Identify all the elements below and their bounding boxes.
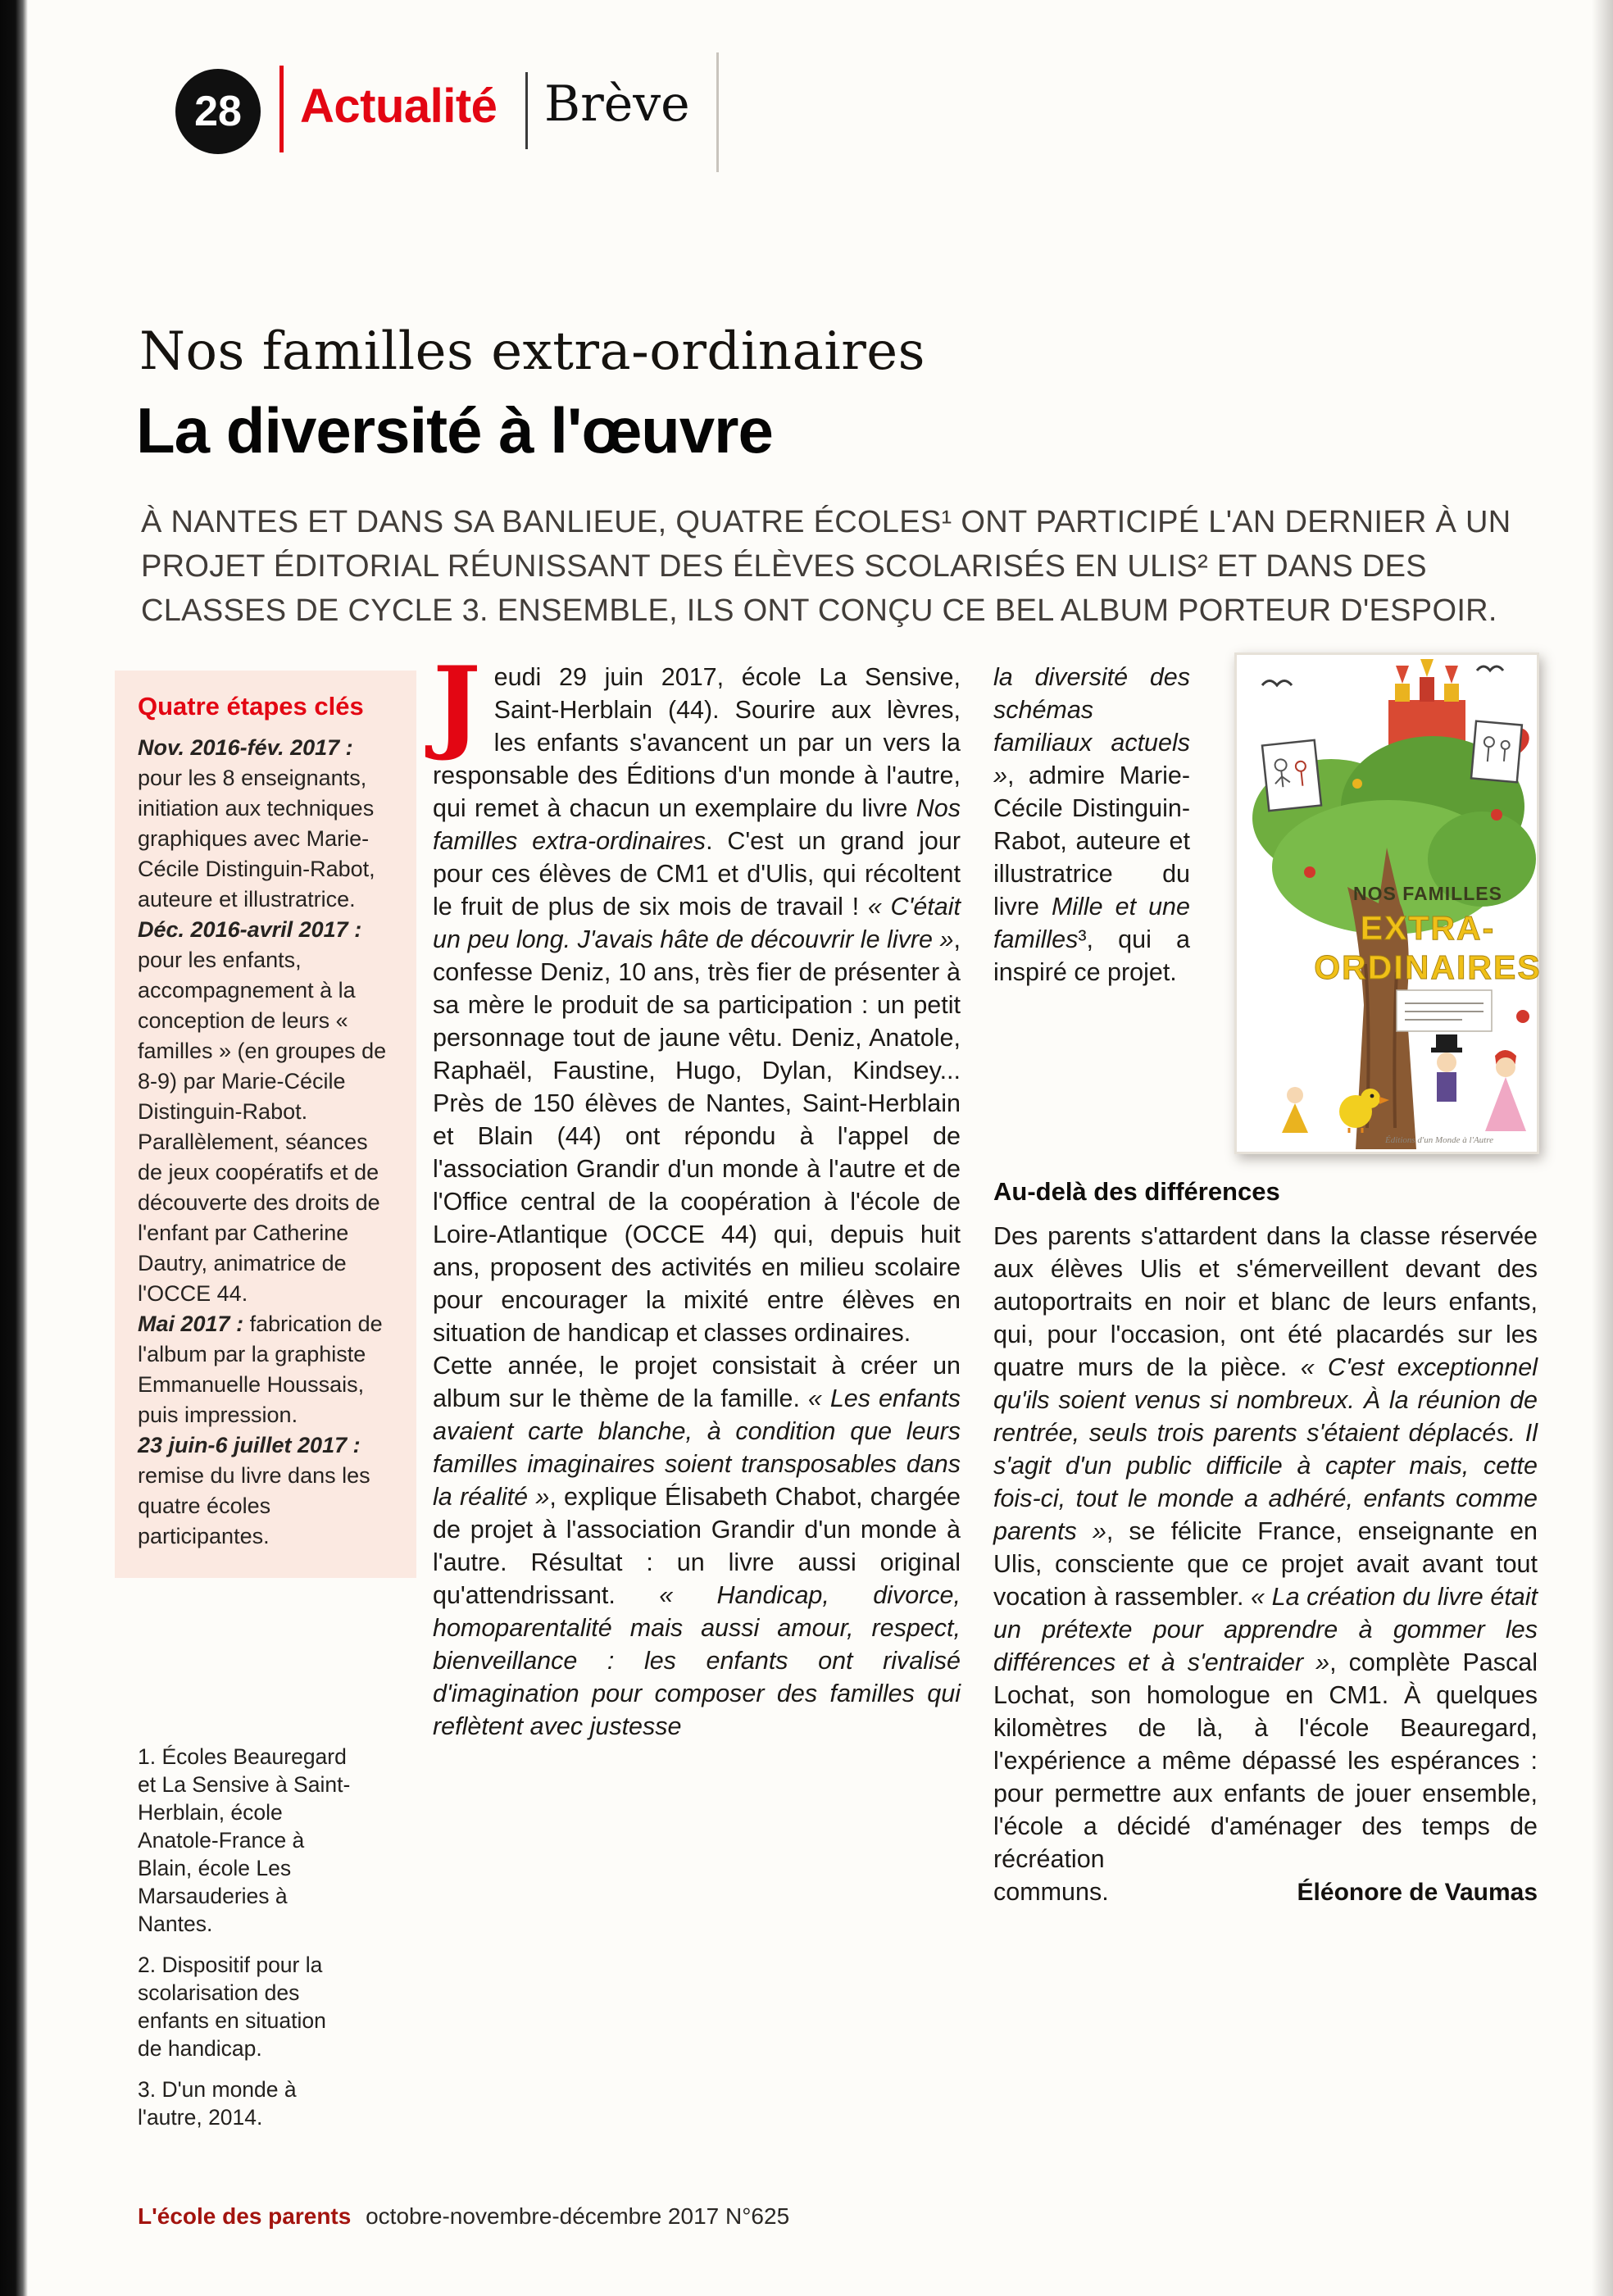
footer-issue: octobre-novembre-décembre 2017 N°625	[366, 2203, 790, 2229]
section-label: Actualité	[300, 80, 498, 133]
paragraph-last-line	[993, 1875, 1538, 1909]
book-cover	[1234, 652, 1539, 1154]
article-column-middle	[433, 645, 961, 1743]
book-cover-illustration	[1234, 652, 1539, 1154]
footnote-item: 1. Écoles Beauregard et La Sensive à Saint-Herblain, école Anatole-France à Blain, école Les Marsauderies à Nantes.	[138, 1744, 351, 1936]
scan-edge-left	[0, 0, 28, 2296]
key-stages-title: Quatre étapes clés	[138, 692, 364, 721]
masthead-divider	[525, 72, 528, 149]
paragraph-text: communs.	[993, 1878, 1109, 1906]
cover-title-line3: ORDINAIRES	[1314, 948, 1539, 986]
key-stage-entry	[138, 1309, 393, 1430]
paragraph-text: Cette année, le projet consistait à créer un album sur le thème de la famille. « Les enfants avaient carte blanche, à condition que leurs familles imaginaires soient transposables dans la réalité », explique Élisabeth Chabot, chargée de projet à l'association Grandir d'un monde à l'autre. Résultat : un livre aussi original qu'attendrissant. « Handicap, divorce, homoparentalité mais aussi amour, respect, bienveillance : les enfants ont rivalisé d'imagination pour composer des familles qui reflètent avec justesse	[433, 1352, 961, 1740]
article-kicker: Nos familles extra-ordinaires	[139, 321, 925, 382]
stage-text: remise du livre dans les quatre écoles participantes.	[138, 1463, 370, 1548]
framed-portrait	[1262, 740, 1321, 811]
paragraph-text: la diversité des schémas familiaux actuels », admire Marie-Cécile Distinguin-Rabot, auteure et illustratrice du livre Mille et une familles³, qui a inspiré ce projet.	[993, 663, 1190, 986]
stage-date: Mai 2017 :	[138, 1312, 244, 1336]
stage-date: Nov. 2016-fév. 2017 :	[138, 735, 353, 760]
apple-icon	[1516, 1010, 1529, 1023]
key-stage-entry	[138, 1430, 393, 1552]
key-stage-entry	[138, 733, 393, 915]
article-paragraph	[993, 661, 1190, 989]
key-stage-entry	[138, 915, 393, 1309]
article-paragraph	[433, 1349, 961, 1743]
stage-date: Déc. 2016-avril 2017 :	[138, 917, 362, 942]
article-title: La diversité à l'œuvre	[136, 394, 773, 466]
rubric-label: Brève	[544, 75, 690, 133]
section-crosshead: Au-delà des différences	[993, 1177, 1280, 1206]
drop-cap: J	[433, 645, 481, 764]
footnote-item: 3. D'un monde à l'autre, 2014.	[138, 2077, 297, 2130]
footnotes	[138, 1743, 354, 2144]
article-paragraph	[433, 645, 961, 1349]
article-column-right	[993, 661, 1538, 1909]
cover-credit-label	[1397, 990, 1492, 1031]
footer-brand: L'école des parents	[138, 2203, 352, 2229]
page-number-badge	[175, 69, 261, 154]
stage-text: pour les enfants, accompagnement à la conception de leurs « familles » (en groupes de 8-9) par Marie-Cécile Distinguin-Rabot. Parallèlement, séances de jeux coopératifs et de découverte des droits de l'enfant par Catherine Dautry, animatrice de l'OCCE 44.	[138, 948, 387, 1306]
masthead-end-bar	[716, 52, 719, 172]
key-stages-box	[115, 671, 416, 1578]
footnote-item: 2. Dispositif pour la scolarisation des enfants en situation de handicap.	[138, 1953, 326, 2061]
stage-text: pour les 8 enseignants, initiation aux techniques graphiques avec Marie-Cécile Distinguin-Rabot, auteure et illustratrice.	[138, 766, 375, 912]
right-top-block	[993, 661, 1538, 1162]
cover-title-line1: NOS FAMILLES	[1353, 883, 1502, 904]
byline: Éléonore de Vaumas	[1297, 1879, 1538, 1906]
stage-date: 23 juin-6 juillet 2017 :	[138, 1433, 361, 1457]
paragraph-text: Des parents s'attardent dans la classe réservée aux élèves Ulis et s'émerveillent devant des autoportraits en noir et blanc de leurs enfants, qui, pour l'occasion, ont été placardés sur les quatre murs de la pièce. « C'est exceptionnel qu'ils soient venus si nombreux. À la réunion de rentrée, seuls trois parents s'étaient déplacés. Il s'agit d'un public difficile à capter mais, cette fois-ci, tout le monde a adhéré, enfants comme parents », se félicite France, enseignante en Ulis, consciente que ce projet avait avant tout vocation à rassembler. « La création du livre était un prétexte pour apprendre à gommer les différences et à s'entraider », complète Pascal Lochat, son homologue en CM1. À quelques kilomètres de là, à l'école Beauregard, l'expérience a même dépassé les espérances : pour permettre aux enfants de jouer ensemble, l'école a décidé d'aménager des temps de récréation	[993, 1222, 1538, 1873]
cover-title-line2: EXTRA-	[1360, 909, 1496, 947]
article-lede: À NANTES ET DANS SA BANLIEUE, QUATRE ÉCOLES¹ ONT PARTICIPÉ L'AN DERNIER À UN PROJET ÉDITORIAL RÉUNISSANT DES ÉLÈVES SCOLARISÉS EN ULIS² ET DANS DES CLASSES DE CYCLE 3. ENSEMBLE, ILS ONT CONÇU CE BEL ALBUM PORTEUR D'ESPOIR.	[141, 505, 1511, 628]
page-footer	[138, 2203, 789, 2230]
masthead-red-bar	[279, 66, 284, 152]
article-paragraph	[993, 1220, 1538, 1875]
cover-publisher: Éditions d'un Monde à l'Autre	[1384, 1135, 1494, 1145]
stage-text: fabrication de l'album par la graphiste Emmanuelle Houssais, puis impression.	[138, 1312, 383, 1427]
page-number: 28	[194, 88, 242, 135]
framed-portrait	[1471, 721, 1522, 783]
paragraph-text: eudi 29 juin 2017, école La Sensive, Saint-Herblain (44). Sourire aux lèvres, les enfants s'avancent un par un vers la responsable des Éditions d'un monde à l'autre, qui remet à chacun un exemplaire du livre Nos familles extra-ordinaires. C'est un grand jour pour ces élèves de CM1 et d'Ulis, qui récoltent le fruit de plus de six mois de travail ! « C'était un peu long. J'avais hâte de découvrir le livre », confesse Deniz, 10 ans, très fier de présenter à sa mère le produit de sa participation : un petit personnage tout de jaune vêtu. Deniz, Anatole, Raphaël, Faustine, Hugo, Dylan, Kindsey... Près de 150 élèves de Nantes, Saint-Herblain et Blain (44) ont répondu à l'appel de l'association Grandir d'un monde à l'autre et de l'Office central de la coopération à l'école de Loire-Atlantique (OCCE 44) qui, depuis huit ans, proposent des activités en milieu scolaire pour encourager la mixité entre élèves en situation de handicap et classes ordinaires.	[433, 663, 961, 1347]
